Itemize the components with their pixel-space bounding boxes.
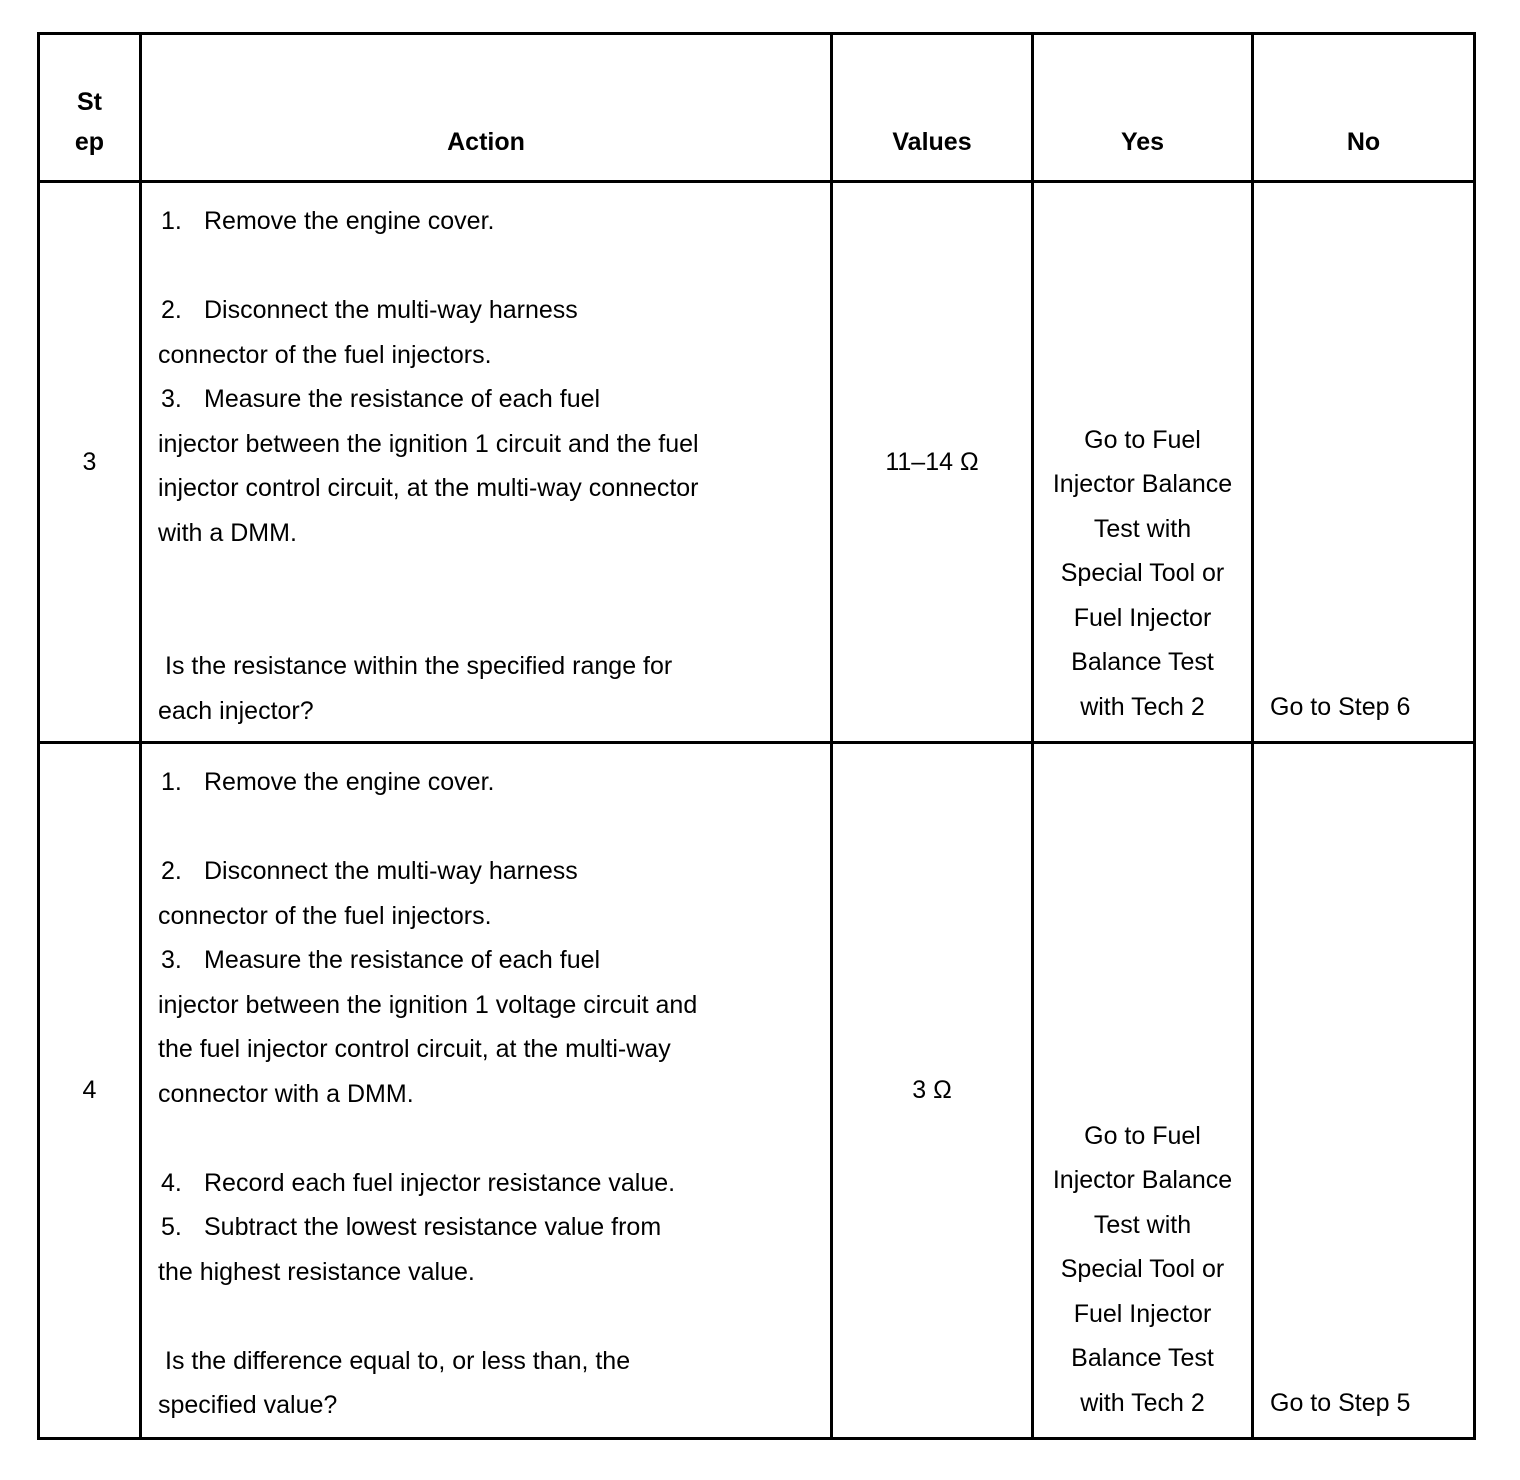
step-number: 3 xyxy=(39,182,141,743)
no-cell: Go to Step 6 xyxy=(1253,182,1475,743)
header-values: Values xyxy=(832,34,1033,182)
header-action: Action xyxy=(141,34,832,182)
action-item-text: Record each fuel injector resistance value. xyxy=(204,1168,676,1197)
action-item-number: 3. xyxy=(161,385,182,413)
action-item xyxy=(158,1205,730,1250)
action-item-continuation: the highest resistance value. xyxy=(158,1257,475,1286)
yes-cell: Go to Fuel Injector Balance Test with Special Tool or Fuel Injector Balance Test with Tech 2 xyxy=(1033,182,1253,743)
header-step-line2: ep xyxy=(74,128,105,156)
question-continuation: specified value? xyxy=(158,1391,338,1419)
action-item xyxy=(158,199,730,244)
question-text: Is the difference equal to, or less than, the xyxy=(165,1346,631,1375)
action-item-number: 5. xyxy=(161,1213,182,1241)
action-item-number: 3. xyxy=(161,946,182,974)
action-item-text: Disconnect the multi-way harness xyxy=(204,857,578,885)
action-item xyxy=(158,849,730,894)
action-item-continuation: injector between the ignition 1 voltage circuit and the fuel injector control circuit, at the multi-way connector with a DMM. xyxy=(158,990,698,1108)
action-item xyxy=(158,760,730,805)
table-row-step-4 xyxy=(39,743,1475,1439)
action-item-number: 4. xyxy=(161,1168,182,1197)
yes-cell: Go to Fuel Injector Balance Test with Special Tool or Fuel Injector Balance Test with Tech 2 xyxy=(1033,743,1253,1439)
action-item xyxy=(158,1161,730,1206)
action-item-number: 2. xyxy=(161,857,182,885)
action-item-number: 1. xyxy=(161,207,182,235)
value-cell: 11–14 Ω xyxy=(832,182,1033,743)
action-cell xyxy=(141,743,832,1439)
action-item-text: Remove the engine cover. xyxy=(204,768,495,796)
action-cell xyxy=(141,182,832,743)
value-cell: 3 Ω xyxy=(832,743,1033,1439)
header-step xyxy=(39,34,141,182)
question-continuation: each injector? xyxy=(158,696,314,725)
question-text: Is the resistance within the specified range for xyxy=(165,652,673,680)
action-item-text: Measure the resistance of each fuel xyxy=(204,946,601,974)
action-item-continuation: injector between the ignition 1 circuit and the fuel injector control circuit, at the multi-way connector with a DMM. xyxy=(158,429,699,547)
action-item xyxy=(158,377,730,422)
step-number: 4 xyxy=(39,743,141,1439)
no-cell: Go to Step 5 xyxy=(1253,743,1475,1439)
action-item-text: Remove the engine cover. xyxy=(204,207,495,235)
action-item xyxy=(158,288,730,333)
header-no: No xyxy=(1253,34,1475,182)
action-item-continuation: connector of the fuel injectors. xyxy=(158,901,492,930)
action-item-text: Disconnect the multi-way harness xyxy=(204,296,578,324)
action-item-text: Subtract the lowest resistance value from xyxy=(204,1213,662,1241)
action-item xyxy=(158,938,730,983)
action-item-number: 1. xyxy=(161,768,182,796)
action-item-number: 2. xyxy=(161,296,182,324)
action-item-text: Measure the resistance of each fuel xyxy=(204,385,601,413)
header-step-line1: St xyxy=(77,88,102,116)
table-row-step-3 xyxy=(39,182,1475,743)
header-yes: Yes xyxy=(1033,34,1253,182)
diagnostic-table xyxy=(37,32,1476,1440)
header-row xyxy=(39,34,1475,182)
action-item-continuation: connector of the fuel injectors. xyxy=(158,340,492,369)
